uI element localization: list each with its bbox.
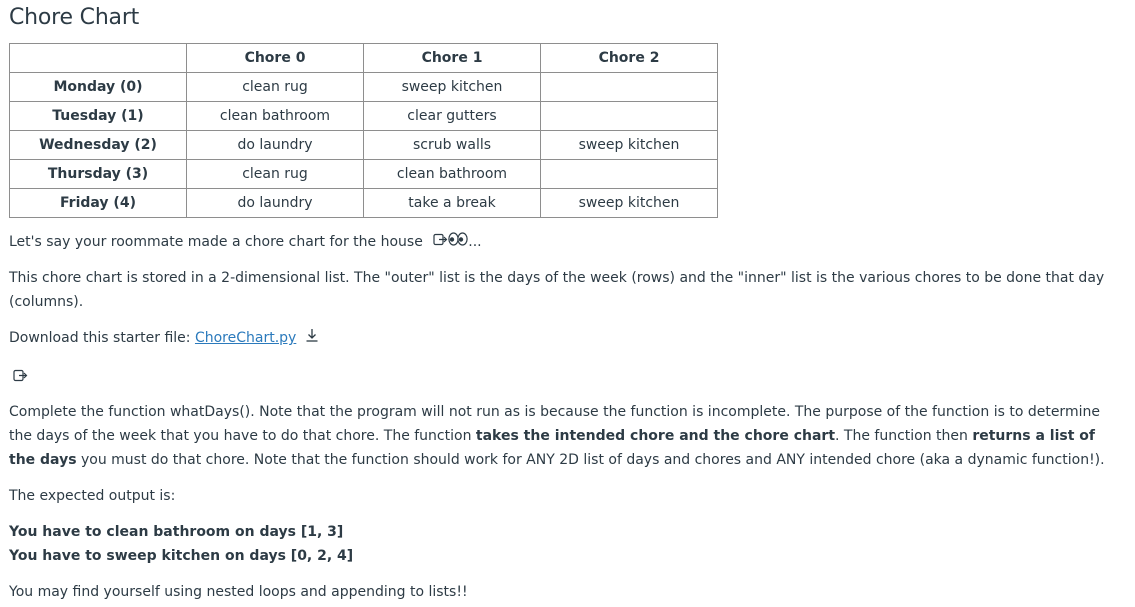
table-row	[10, 160, 718, 189]
table-row	[10, 189, 718, 218]
download-icon[interactable]	[305, 326, 319, 350]
chore-cell: sweep kitchen	[364, 73, 541, 102]
expected-label: The expected output is:	[9, 488, 176, 504]
external-tool-icon[interactable]	[13, 366, 28, 390]
chore-cell: do laundry	[187, 131, 364, 160]
output-line-1: You have to clean bathroom on days [1, 3]	[9, 524, 344, 540]
task-paragraph	[9, 400, 1114, 472]
chore-cell: clean bathroom	[187, 102, 364, 131]
table-header-cell	[10, 44, 187, 73]
table-row	[10, 73, 718, 102]
chore-cell: clear gutters	[364, 102, 541, 131]
hint-paragraph: You may find yourself using nested loops and appending to lists!!	[9, 584, 468, 600]
download-paragraph	[9, 326, 1114, 350]
chore-table	[9, 43, 718, 218]
chore-cell: sweep kitchen	[541, 131, 718, 160]
starter-file-link[interactable]: ChoreChart.py	[194, 330, 297, 346]
day-cell: Friday (4)	[10, 189, 187, 218]
page-title: Chore Chart	[9, 5, 140, 30]
chore-cell: scrub walls	[364, 131, 541, 160]
external-tool-icon[interactable]	[433, 230, 448, 254]
eyes-icon	[448, 230, 468, 254]
task-text-2: . The function then	[835, 428, 973, 444]
embed-paragraph	[9, 366, 1114, 388]
chore-cell	[541, 160, 718, 189]
intro-text: Let's say your roommate made a chore chart for the house	[9, 234, 423, 250]
chore-cell: clean rug	[187, 160, 364, 189]
table-row	[10, 102, 718, 131]
storage-paragraph: This chore chart is stored in a 2-dimensional list. The "outer" list is the days of the week (rows) and the "inner" list is the various chores to be done that day (columns).	[9, 270, 1105, 310]
intro-ellipsis: ...	[468, 234, 482, 250]
download-prefix: Download this starter file:	[9, 330, 195, 346]
table-header-cell: Chore 2	[541, 44, 718, 73]
chore-cell: clean rug	[187, 73, 364, 102]
chore-cell: take a break	[364, 189, 541, 218]
page-content	[9, 0, 1114, 604]
task-bold-1: takes the intended chore and the chore chart	[475, 428, 836, 444]
day-cell: Tuesday (1)	[10, 102, 187, 131]
chore-cell: clean bathroom	[364, 160, 541, 189]
table-header-cell: Chore 1	[364, 44, 541, 73]
table-header-row	[10, 44, 718, 73]
table-header-cell: Chore 0	[187, 44, 364, 73]
chore-cell: sweep kitchen	[541, 189, 718, 218]
output-line-2: You have to sweep kitchen on days [0, 2, 4]	[9, 548, 354, 564]
day-cell: Monday (0)	[10, 73, 187, 102]
table-row	[10, 131, 718, 160]
intro-paragraph	[9, 230, 1114, 254]
chore-cell	[541, 73, 718, 102]
day-cell: Wednesday (2)	[10, 131, 187, 160]
task-text-1: Complete the function whatDays(). Note that the program will not run as is because the function is incomplete. The purpose of the function is to determine the days of the week that you have to do that chore. The function	[9, 404, 1100, 444]
task-bold-2: returns a list of the days	[9, 428, 1096, 468]
chore-cell	[541, 102, 718, 131]
day-cell: Thursday (3)	[10, 160, 187, 189]
expected-output	[9, 520, 1114, 568]
chore-cell: do laundry	[187, 189, 364, 218]
task-text-3: you must do that chore. Note that the function should work for ANY 2D list of days and chores and ANY intended chore (aka a dynamic function!).	[76, 452, 1105, 468]
